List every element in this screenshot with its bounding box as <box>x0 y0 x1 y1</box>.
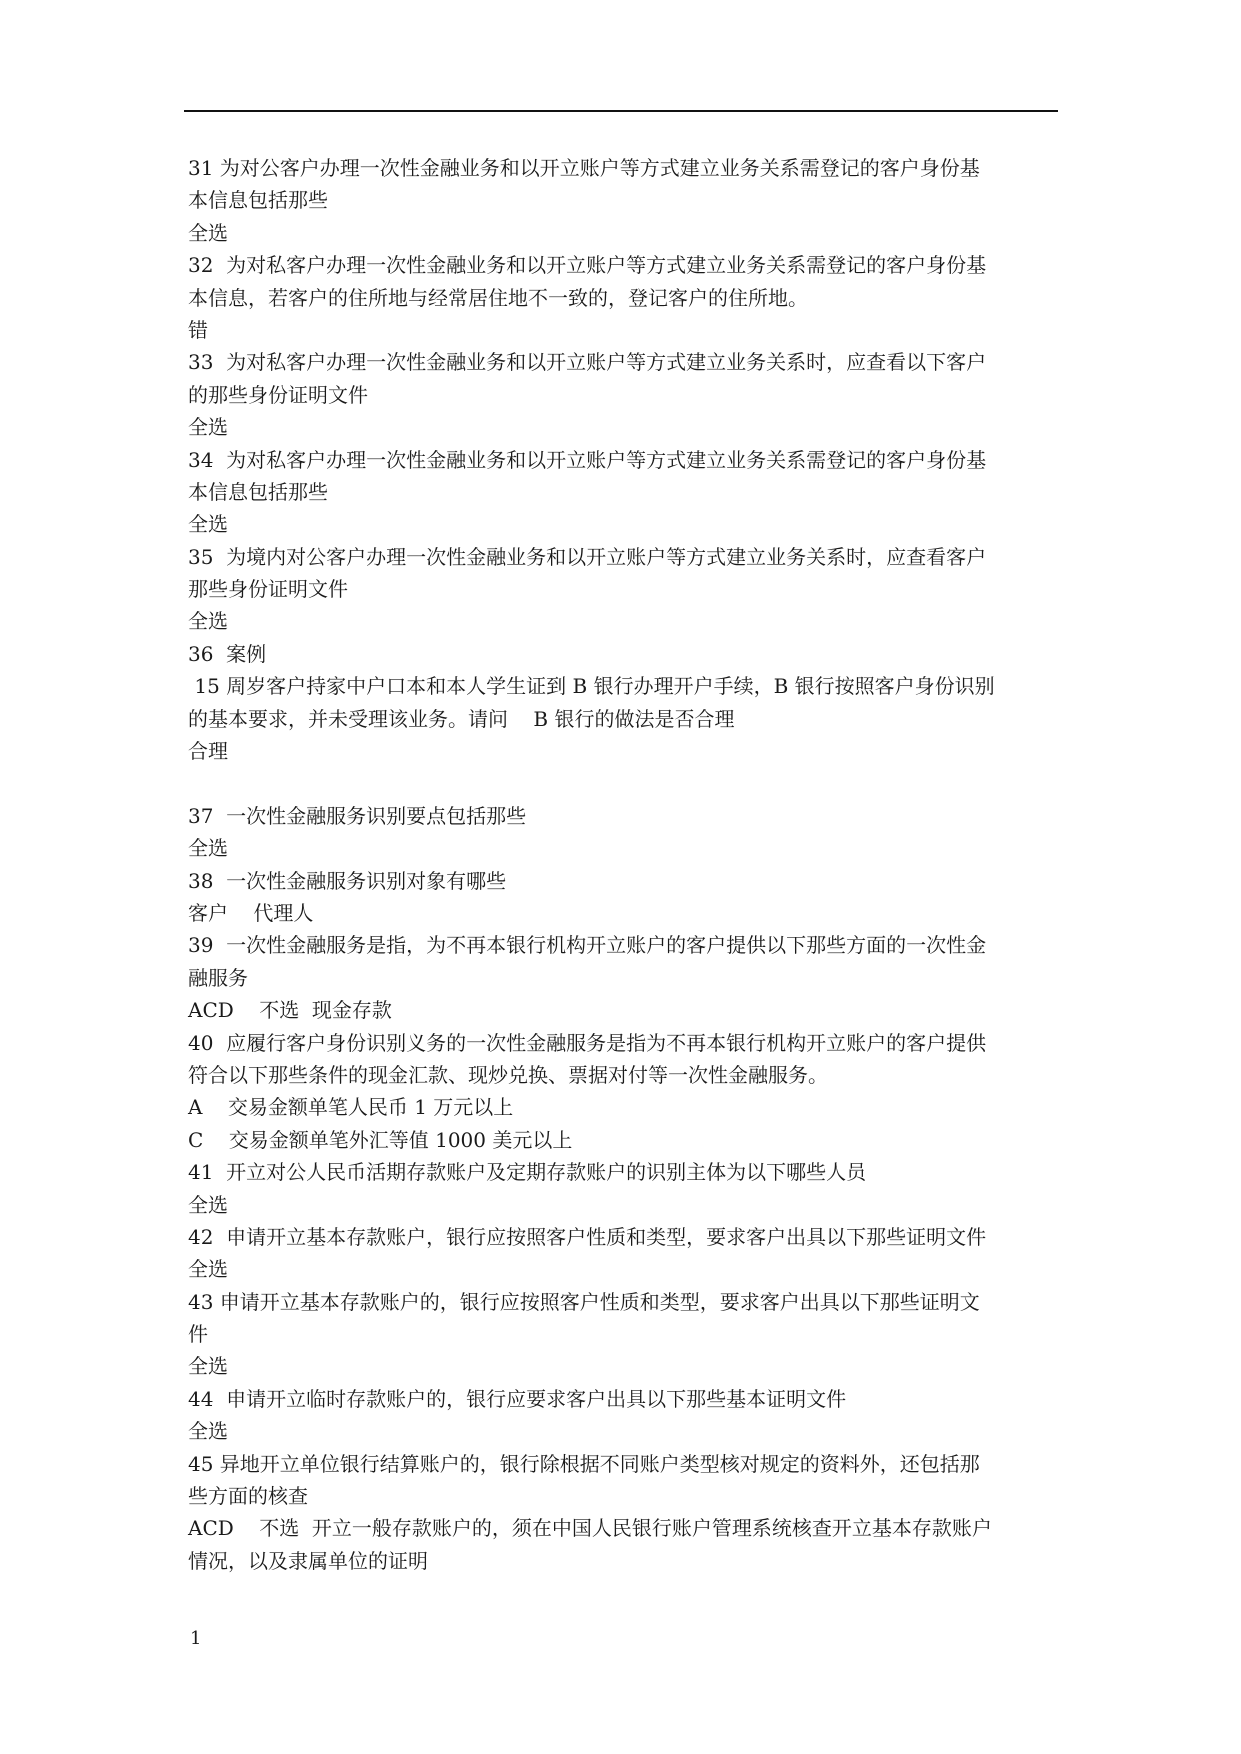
text-line: 情况，以及隶属单位的证明 <box>188 1548 428 1573</box>
text-line: 那些身份证明文件 <box>188 577 348 602</box>
text-line: 42 申请开立基本存款账户，银行应按照客户性质和类型，要求客户出具以下那些证明文件 <box>188 1224 987 1249</box>
text-line: A 交易金额单笔人民币 1 万元以上 <box>188 1095 514 1120</box>
text-line: 些方面的核查 <box>188 1484 308 1509</box>
text-line: ACD 不选 开立一般存款账户的，须在中国人民银行账户管理系统核查开立基本存款账户 <box>188 1516 992 1541</box>
text-line: 本信息，若客户的住所地与经常居住地不一致的，登记客户的住所地。 <box>188 285 808 310</box>
text-line: 合理 <box>188 739 228 764</box>
text-line: 客户 代理人 <box>188 900 314 925</box>
text-line: 37 一次性金融服务识别要点包括那些 <box>188 803 527 828</box>
text-line: 全选 <box>188 512 228 537</box>
document-body <box>188 152 1058 1577</box>
text-line: 15 周岁客户持家中户口本和本人学生证到 B 银行办理开户手续，B 银行按照客户身份识别 <box>188 674 995 699</box>
text-line <box>188 767 1058 799</box>
text-line: 融服务 <box>188 965 248 990</box>
text-line: 本信息包括那些 <box>188 479 328 504</box>
text-line: 全选 <box>188 836 228 861</box>
text-line: 错 <box>188 317 208 342</box>
text-line: 31 为对公客户办理一次性金融业务和以开立账户等方式建立业务关系需登记的客户身份基 <box>188 156 980 180</box>
text-line: 件 <box>188 1322 208 1347</box>
text-line: 44 申请开立临时存款账户的，银行应要求客户出具以下那些基本证明文件 <box>188 1386 847 1411</box>
text-line: 全选 <box>188 1419 228 1444</box>
text-line: 全选 <box>188 1257 228 1282</box>
text-line: 40 应履行客户身份识别义务的一次性金融服务是指为不再本银行机构开立账户的客户提供 <box>188 1030 987 1055</box>
text-line: 34 为对私客户办理一次性金融业务和以开立账户等方式建立业务关系需登记的客户身份基 <box>188 447 987 472</box>
text-line: 全选 <box>188 415 228 440</box>
text-line: ACD 不选 现金存款 <box>188 998 392 1023</box>
text-line: 的基本要求，并未受理该业务。请问 B 银行的做法是否合理 <box>188 706 735 731</box>
text-line: C 交易金额单笔外汇等值 1000 美元以上 <box>188 1127 573 1152</box>
text-line: 全选 <box>188 1354 228 1379</box>
text-line: 全选 <box>188 220 228 245</box>
text-line: 41 开立对公人民币活期存款账户及定期存款账户的识别主体为以下哪些人员 <box>188 1160 867 1185</box>
text-line: 全选 <box>188 609 228 634</box>
text-line: 36 案例 <box>188 641 267 666</box>
text-line: 43 申请开立基本存款账户的，银行应按照客户性质和类型，要求客户出具以下那些证明文 <box>188 1289 980 1314</box>
text-line: 符合以下那些条件的现金汇款、现炒兑换、票据对付等一次性金融服务。 <box>188 1062 828 1087</box>
text-line: 32 为对私客户办理一次性金融业务和以开立账户等方式建立业务关系需登记的客户身份基 <box>188 253 987 278</box>
header-rule <box>184 110 1058 112</box>
text-line: 本信息包括那些 <box>188 188 328 213</box>
text-line: 38 一次性金融服务识别对象有哪些 <box>188 868 507 893</box>
text-line: 的那些身份证明文件 <box>188 382 368 407</box>
text-line: 全选 <box>188 1192 228 1217</box>
text-line: 33 为对私客户办理一次性金融业务和以开立账户等方式建立业务关系时，应查看以下客户 <box>188 350 987 375</box>
text-line: 45 异地开立单位银行结算账户的，银行除根据不同账户类型核对规定的资料外，还包括那 <box>188 1451 980 1476</box>
text-line: 35 为境内对公客户办理一次性金融业务和以开立账户等方式建立业务关系时，应查看客户 <box>188 544 987 569</box>
text-line: 39 一次性金融服务是指，为不再本银行机构开立账户的客户提供以下那些方面的一次性金 <box>188 933 987 958</box>
page-number: 1 <box>190 1628 202 1649</box>
